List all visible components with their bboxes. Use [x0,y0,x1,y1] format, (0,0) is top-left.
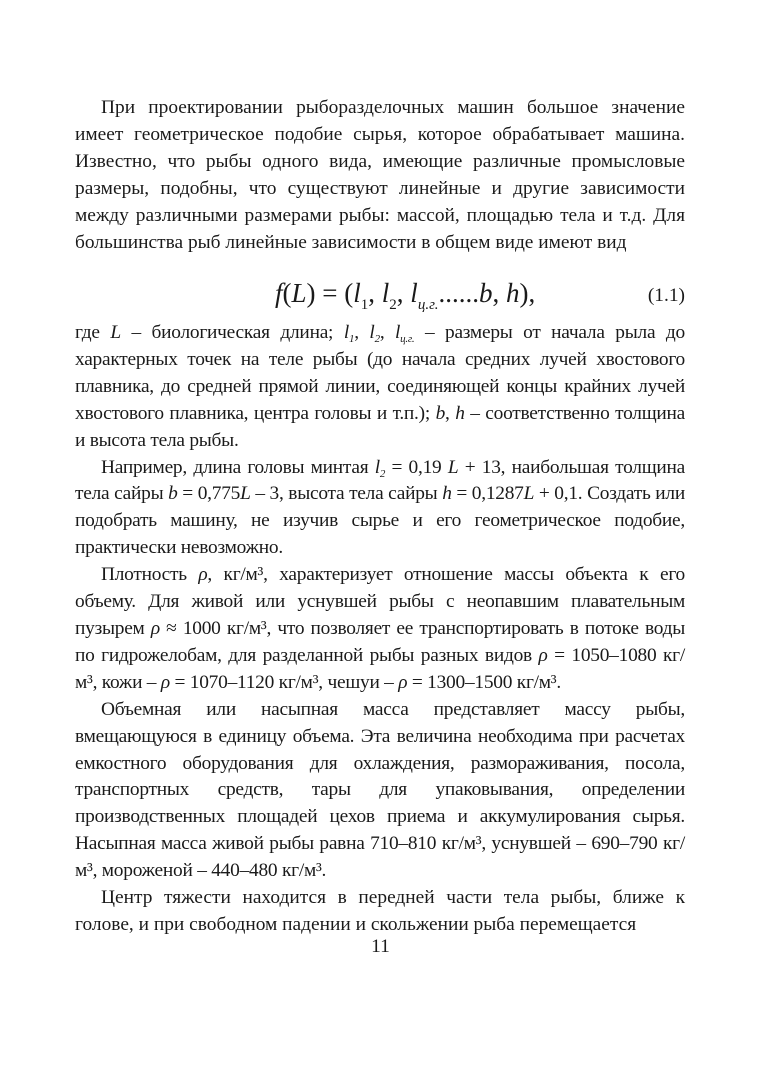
paragraph-bulk-mass: Объемная или насыпная масса представляет массу рыбы, вмещающуюся в единицу объема. Эта величина необходима при расчетах емкостного оборудования для охлаждения, размораживания, посола, транспортных средств, тары для упаковывания, определении производственных площадей цехов приема и аккумулирования сырья. Насыпная масса живой рыбы равна 710–810 кг/м³, уснувшей – 690–790 кг/м³, мороженой – 440–480 кг/м³. [75,698,685,882]
formula-1-1 [75,274,685,320]
text-block-main [75,320,685,939]
text-block-intro [75,95,685,256]
formula-expression: $f(L) = (l_1$, $l_2$, $l_{ц.г.}......b$, h), [275,278,536,313]
paragraph-center-of-gravity: Центр тяжести находится в передней части тела рыбы, ближе к голове, и при свободном падении и скольжении рыба перемещается [75,887,685,935]
page-number: 11 [371,936,390,957]
paragraph-example: Например, длина головы минтая $l_2 = 0,19$ L + 13, наибольшая толщина тела сайры b = 0,775L – 3, высота тела сайры h = 0,1287L + 0,1. Создать или подобрать машину, не изучив сырье и его геометрическое подобие, практически невозможно. [75,456,685,559]
paragraph-density: Плотность ρ, кг/м³, характеризует отношение массы объекта к его объему. Для живой или уснувшей рыбы с неопавшим плавательным пузырем ρ ≈ 1000 кг/м³, что позволяет ее транспортировать в потоке воды по гидрожелобам, для разделанной рыбы разных видов ρ = 1050–1080 кг/м³, кожи – ρ = 1070–1120 кг/м³, чешуи – ρ = 1300–1500 кг/м³. [75,564,685,693]
paragraph-where-definitions: где L – биологическая длина; $l_1$, $l_2$, $l_{ц.г.}$ – размеры от начала рыла до характерных точек на теле рыбы (до начала средних лучей хвостового плавника, до средней прямой линии, соединяющей концы крайних лучей хвостового плавника, центра головы и т.п.); b, h – соответственно толщина и высота тела рыбы. [75,322,686,451]
formula-number: (1.1) [647,285,685,306]
paragraph-geometric-similarity: При проектировании рыборазделочных машин большое значение имеет геометрическое подобие сырья, которое обрабатывает машина. Известно, что рыбы одного вида, имеющие различные промысловые размеры, подобны, что существуют линейные и другие зависимости между различными размерами рыбы: массой, площадью тела и т.д. Для большинства рыб линейные зависимости в общем виде имеют вид [75,97,685,253]
